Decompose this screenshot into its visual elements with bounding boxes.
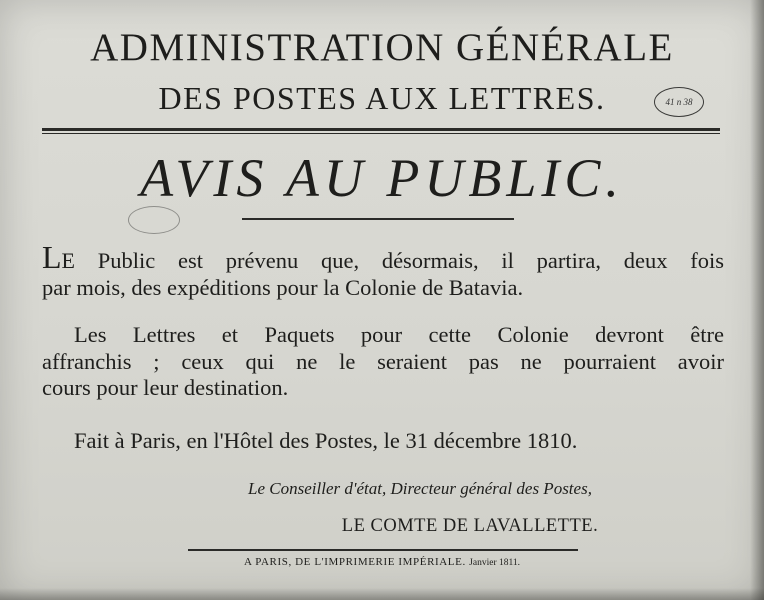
double-rule-thick <box>42 128 720 131</box>
paragraph-2-line-3: cours pour leur destination. <box>42 375 289 400</box>
heading-rule <box>242 218 514 220</box>
imprint-rule <box>188 549 578 551</box>
paragraph-1 <box>42 239 724 301</box>
paragraph-2 <box>42 322 724 402</box>
paragraph-1-line-2: par mois, des expéditions pour la Colonie de Batavia. <box>42 274 524 300</box>
signature-title: Le Conseiller d'état, Directeur général des Postes, <box>248 479 592 498</box>
title-line-2: DES POSTES AUX LETTRES. <box>158 80 606 116</box>
imprint-text: A PARIS, DE L'IMPRIMERIE IMPÉRIALE. <box>243 556 466 568</box>
signature-name: LE COMTE DE LAVALLETTE. <box>341 516 599 536</box>
paragraph-1-line-1 <box>42 239 724 275</box>
initial-smallcap: E <box>61 248 75 273</box>
initial-letter: L <box>42 239 62 275</box>
imprint-line <box>0 554 764 571</box>
faint-stamp-icon <box>128 206 180 234</box>
double-rule-thin <box>42 133 720 134</box>
title-line-1: ADMINISTRATION GÉNÉRALE <box>90 26 674 69</box>
archive-stamp-icon: 41 n 38 <box>654 87 704 117</box>
imprint-date: Janvier 1811. <box>469 558 521 568</box>
paragraph-2-line-2: affranchis ; ceux qui ne le seraient pas ne pourraient avoir <box>42 348 724 374</box>
heading-avis: AVIS AU PUBLIC. <box>140 148 624 208</box>
paragraph-2-line-1: Les Lettres et Paquets pour cette Colonie devront être <box>74 322 724 347</box>
paragraph-1-text-1: Public est prévenu que, désormais, il partira, deux fois <box>75 248 724 273</box>
paragraph-3-date: Fait à Paris, en l'Hôtel des Postes, le 31 décembre 1810. <box>74 428 578 453</box>
sheet-shadow-bottom <box>0 588 764 600</box>
